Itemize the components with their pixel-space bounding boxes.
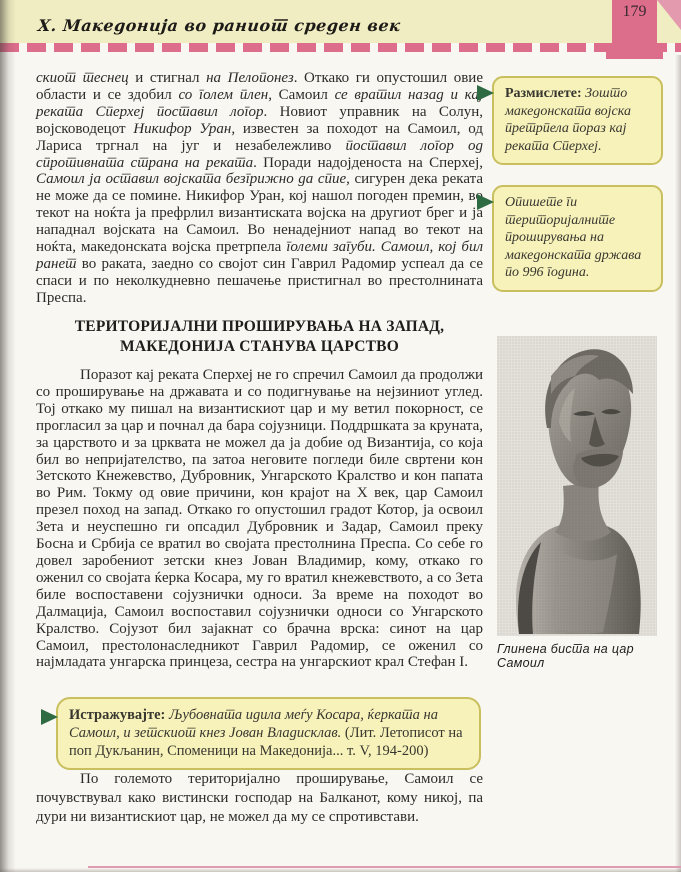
bottom-shadow [0, 868, 681, 872]
green-arrow-icon [477, 85, 494, 101]
research-box [56, 697, 481, 770]
research-box-text: Истражувајте: Љубовната идила меѓу Косара, ќерката на Самоил, и зетскиот кнез Јован Владисклав. (Лит. Летописот на поп Дукљанин, Споменици на Македонија... т. V, 194-200) [69, 707, 463, 759]
paragraph-sperhej-battle [36, 70, 483, 307]
paragraph-territorial-expansion [36, 367, 483, 671]
page-number: 179 [622, 3, 647, 20]
page-corner [657, 0, 681, 30]
paragraph-conclusion [36, 770, 483, 827]
green-arrow-icon [477, 194, 494, 210]
chapter-header: Х. Македонија во раниот среден век [37, 16, 402, 35]
page-edge [675, 55, 681, 872]
paragraph-text: Поразот кај реката Сперхеј не го спречил Самоил да продолжи со проширување на државата и со подигнување на нејзиниот углед. Тој откако му пишал на византискиот цар и му ветил покорност, се прогласил за цар и почнал да бара сојузници. Поддршката за круната, за царството и за црквата не можел да ја добие од Византија, со која бил во непријателство, па затоа неговите погледи биле свртени кон Зетското Кнежевство, Дубровник, Унгарското Кралство и кон папата во Рим. Токму од овие причини, кон крајот на X век, цар Самоил презел поход на запад. Откако го опустошил градот Котор, ја освоил Зета и неуспешно ги опсадил Дубровник и Задар, Самоил преку Босна и Србија се вратил во својата престолнина Преспа. Со себе го довел заробениот зетски кнез Јован Владимир, кому, откако го оженил со својата ќерка Косара, му го вратил кнежевството, а со Зета биле воспоставени сојузнички односи. За време на походот во Далмација, Самоил воспоставил сојузнички односи со Унгарското Кралство. Сојузот бил зајакнат со брачна врска: синот на цар Самоил, престолонаследникот Гаврил Радомир, се оженил со најмладата унгарска принцеза, сестра на унгарскиот крал Стефан I. [36, 367, 483, 671]
figure-caption: Глинена биста на цар Самоил [497, 642, 634, 670]
green-arrow-icon [41, 709, 58, 725]
think-box-text: Размислете: Зошто македонската војска претрпела пораз кај реката Сперхеј. [505, 86, 631, 154]
binding-shadow [0, 0, 16, 872]
section-heading-line2: МАКЕДОНИЈА СТАНУВА ЦАРСТВО [120, 338, 399, 355]
describe-box-text: Опишете ги територијалните проширувања на македонската држава по 996 година. [505, 195, 642, 280]
section-heading [36, 317, 483, 357]
bust-photo-image [497, 336, 657, 636]
figure-bust [497, 336, 657, 670]
paragraph-text: По големото територијално проширување, Самоил се почувствувал како вистински господар на Балканот, кому никој, па дури ни византискиот цар, не можел да му се спротивстави. [36, 771, 483, 825]
paragraph-text: скиот теснец и стигнал на Пелопонез. Откако ги опустошил овие области и се здобил со голем плен, Самоил се вратил назад и кај реката Сперхеј поставил логор. Новиот управник на Солун, војсководецот Никифор Уран, известен за походот на Самоил, од Лариса тргнал на југ и незабележливо поставил логор од спротивната страна на реката. Поради надојденоста на Сперхеј, Самоил ја оставил војската безгрижно да спие, сигурен дека реката не може да се помине. Никифор Уран, кој нашол погоден премин, во текот на ноќта ја префрлил византиската војска на другиот брег и ја нападнал војската на Самоил. Во ненадејниот напад во текот на ноќта, македонската војска претрпела големи загуби. Самоил, кој бил ранет во раката, заедно со својот син Гаврил Радомир успеал да се спаси и по неколкудневно пешачење пристигнал во престолнината Преспа. [36, 70, 483, 306]
page-number-tab [612, 0, 657, 58]
dashed-border [0, 43, 681, 52]
describe-box [492, 185, 663, 292]
section-heading-line1: ТЕРИТОРИЈАЛНИ ПРОШИРУВАЊА НА ЗАПАД, [74, 318, 445, 335]
think-box [492, 76, 663, 165]
